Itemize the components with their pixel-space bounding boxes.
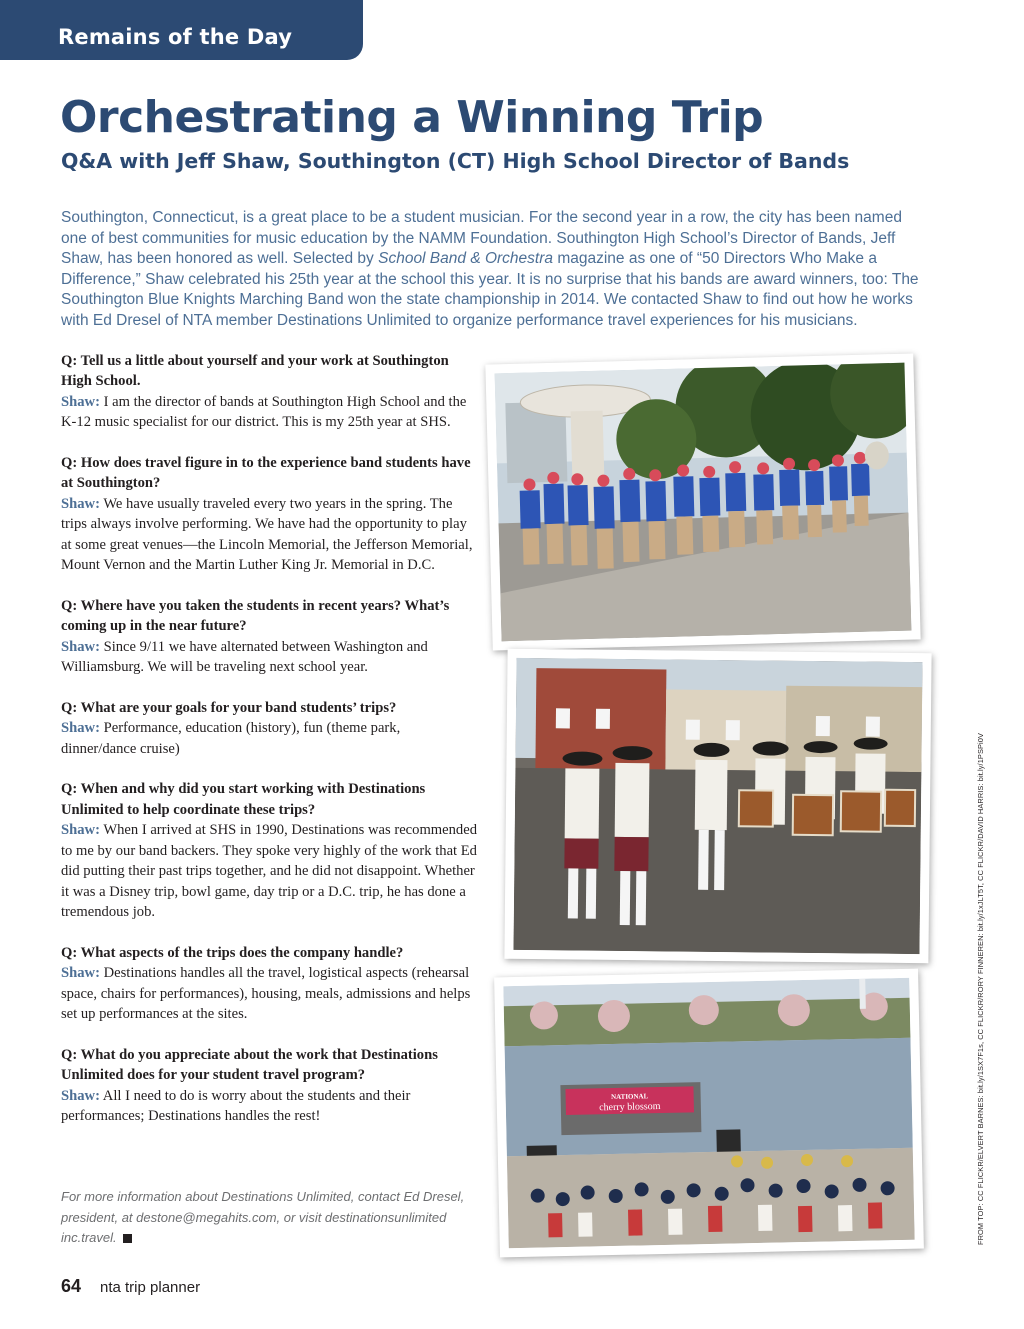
speaker-label: Shaw: — [61, 720, 100, 737]
answer: I am the director of bands at Southington High School and the K-12 music specialist for our district. This is my 25th year at SHS. — [61, 393, 467, 431]
cherry-blossom-image — [503, 978, 914, 1248]
answer: When I arrived at SHS in 1990, Destinations was recommended to me by our band backers. They spoke very highly of the work that Ed did putting their past trips together, and he did not disappoint. Whether it was a Disney trip, bowl game, day trip or a D.C. trip, he has done a tremendous job. — [61, 822, 478, 920]
speaker-label: Shaw: — [61, 638, 100, 655]
answer: Destinations handles all the travel, logistical aspects (rehearsal space, chairs for performances), housing, meals, admissions and helps set up performances at the sites. — [61, 965, 471, 1022]
answer: Performance, education (history), fun (theme park, dinner/dance cruise) — [61, 720, 401, 757]
question: Q: How does travel figure in to the experience band students have at Southington? — [61, 455, 471, 492]
footer-note-text: For more information about Destinations Unlimited, contact Ed Dresel, president, at destone@megahits.com, or visit destinationsunlimited inc.travel. — [61, 1189, 465, 1245]
speaker-label: Shaw: — [61, 822, 100, 839]
publication-name: nta trip planner — [100, 1279, 201, 1296]
photo-band-fountain — [485, 353, 920, 650]
qa-item — [61, 596, 479, 678]
intro-text-2: magazine as one of “50 Directors Who Make a Difference,” Shaw celebrated his 25th year at the school this year. It is no surprise that his bands are award winners, too: The Southington Blue Knights Marching Band won the state championship in 2014. We contacted Shaw to find out how he works with Ed Dresel of NTA member Destinations Unlimited to organize performance travel experiences for his musicians. — [61, 250, 919, 329]
answer: We have usually traveled every two years in the spring. The trips always involve performing. We have had the opportunity to play at some great venues—the Lincoln Memorial, the Jefferson Memorial, Mount Vernon and the Martin Luther King Jr. Memorial in D.C. — [61, 495, 473, 574]
intro-text-1: Southington, Connecticut, is a great place to be a student musician. For the second year in a row, the city has been named one of best communities for music education by the NAMM Foundation. Southington High School’s Director of Bands, Jeff Shaw, has been honored as well. Selected by — [61, 209, 902, 267]
question: Q: When and why did you start working with Destinations Unlimited to help coordinate these trips? — [61, 781, 426, 818]
article-title: Orchestrating a Winning Trip — [60, 92, 764, 143]
question: Q: What aspects of the trips does the company handle? — [61, 944, 404, 961]
qa-item — [61, 698, 479, 759]
answer: Since 9/11 we have alternated between Washington and Williamsburg. We will be traveling next school year. — [61, 638, 428, 676]
answer: All I need to do is worry about the students and their performances; Destinations handles the rest! — [61, 1087, 411, 1124]
question: Q: What are your goals for your band students’ trips? — [61, 699, 397, 716]
speaker-label: Shaw: — [61, 965, 100, 982]
magazine-name: School Band & Orchestra — [378, 250, 554, 267]
question: Q: What do you appreciate about the work that Destinations Unlimited does for your student travel program? — [61, 1046, 438, 1084]
speaker-label: Shaw: — [61, 393, 100, 410]
qa-column — [61, 351, 479, 1147]
band-fountain-image — [495, 363, 912, 642]
qa-item — [61, 453, 479, 575]
article-subtitle: Q&A with Jeff Shaw, Southington (CT) High School Director of Bands — [61, 149, 850, 173]
qa-item — [61, 1045, 479, 1127]
speaker-label: Shaw: — [61, 495, 100, 512]
section-tab — [0, 0, 363, 60]
page-number: 64 — [61, 1276, 82, 1296]
qa-item — [61, 779, 479, 922]
question: Q: Tell us a little about yourself and your work at Southington High School. — [61, 353, 449, 390]
qa-item — [61, 351, 479, 433]
fife-drum-image — [513, 658, 922, 954]
speaker-label: Shaw: — [61, 1087, 100, 1104]
question: Q: Where have you taken the students in recent years? What’s coming up in the near future? — [61, 597, 450, 635]
end-mark-icon — [123, 1234, 132, 1243]
banner-line1: NATIONAL — [610, 1092, 649, 1102]
intro-paragraph — [61, 208, 921, 331]
banner-line2: cherry blossom — [599, 1101, 661, 1114]
qa-item — [61, 943, 479, 1025]
section-label: Remains of the Day — [58, 25, 293, 49]
photo-cherry-blossom-stage — [494, 969, 924, 1258]
photo-fife-drum-corps — [504, 649, 931, 963]
footer-note — [61, 1187, 481, 1249]
photo-credit: FROM TOP: CC FLICKR/ELVERT BARNES: bit.ly/1SX7F1s, CC FLICKR/RORY FINNEREN: bit.ly/1xJLT5T, CC FLICKR/DAVID HARRIS: bit.ly/1PSPi0V — [976, 733, 985, 1245]
